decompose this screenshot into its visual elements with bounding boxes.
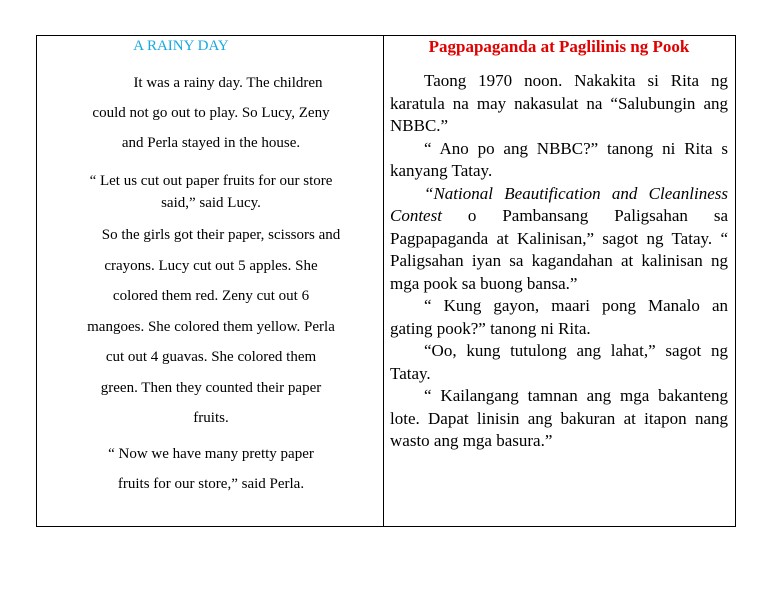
text-line: It was a rainy day. The children xyxy=(133,75,323,91)
paragraph-4: “ Kung gayon, maari pong Manalo an gating pook?” tanong ni Rita. xyxy=(390,296,728,338)
story-filipino xyxy=(390,38,728,453)
story-english xyxy=(44,38,378,499)
column-divider xyxy=(383,35,384,527)
paragraph-2: “ Ano po ang NBBC?” tanong ni Rita s kanyang Tatay. xyxy=(390,138,728,180)
text-line: “ Let us cut out paper fruits for our store xyxy=(89,173,333,189)
paragraph-5: “Oo, kung tutulong ang lahat,” sagot ng Tatay. xyxy=(390,341,728,383)
text-line: could not go out to play. So Lucy, Zeny xyxy=(92,105,330,121)
text-line: mangoes. She colored them yellow. Perla xyxy=(87,318,335,335)
paragraph-6: “ Kailangang tamnan ang mga bakanteng lote. Dapat linisin ang bakuran at itapon nang wasto ang mga basura.” xyxy=(390,386,728,450)
text-line: said,” said Lucy. xyxy=(161,195,261,211)
text-line: green. Then they counted their paper xyxy=(100,379,322,396)
italic-contest-name: “National Beautification and Cleanliness Contest xyxy=(390,183,728,225)
paragraph-3 xyxy=(390,183,728,296)
paragraph-4 xyxy=(44,439,378,499)
text-line: fruits for our store,” said Perla. xyxy=(117,475,305,492)
paragraph-3-rest: o Pambansang Paligsahan sa Pagpapaganda at Kalinisan,” sagot ng Tatay. “ Paligsahan iyan sa kagandahan at kalinisan ng mga pook sa buong bansa.” xyxy=(390,206,728,293)
paragraph-2 xyxy=(44,170,378,214)
text-line: “ Now we have many pretty paper xyxy=(108,445,314,462)
paragraph-1 xyxy=(44,68,378,158)
text-line: cut out 4 guavas. She colored them xyxy=(105,349,317,365)
story-title-filipino: Pagpapaganda at Paglilinis ng Pook xyxy=(428,37,690,56)
text-line: So the girls got their paper, scissors and xyxy=(101,227,341,243)
text-line: and Perla stayed in the house. xyxy=(121,135,301,151)
text-line: fruits. xyxy=(193,410,229,426)
paragraph-3 xyxy=(44,220,378,434)
text-line: crayons. Lucy cut out 5 apples. She xyxy=(104,257,318,274)
paragraph-1: Taong 1970 noon. Nakakita si Rita ng karatula na may nakasulat na “Salubungin ang NBBC.” xyxy=(390,71,728,135)
story-title-english: A RAINY DAY xyxy=(133,38,229,54)
text-line: colored them red. Zeny cut out 6 xyxy=(112,288,310,304)
